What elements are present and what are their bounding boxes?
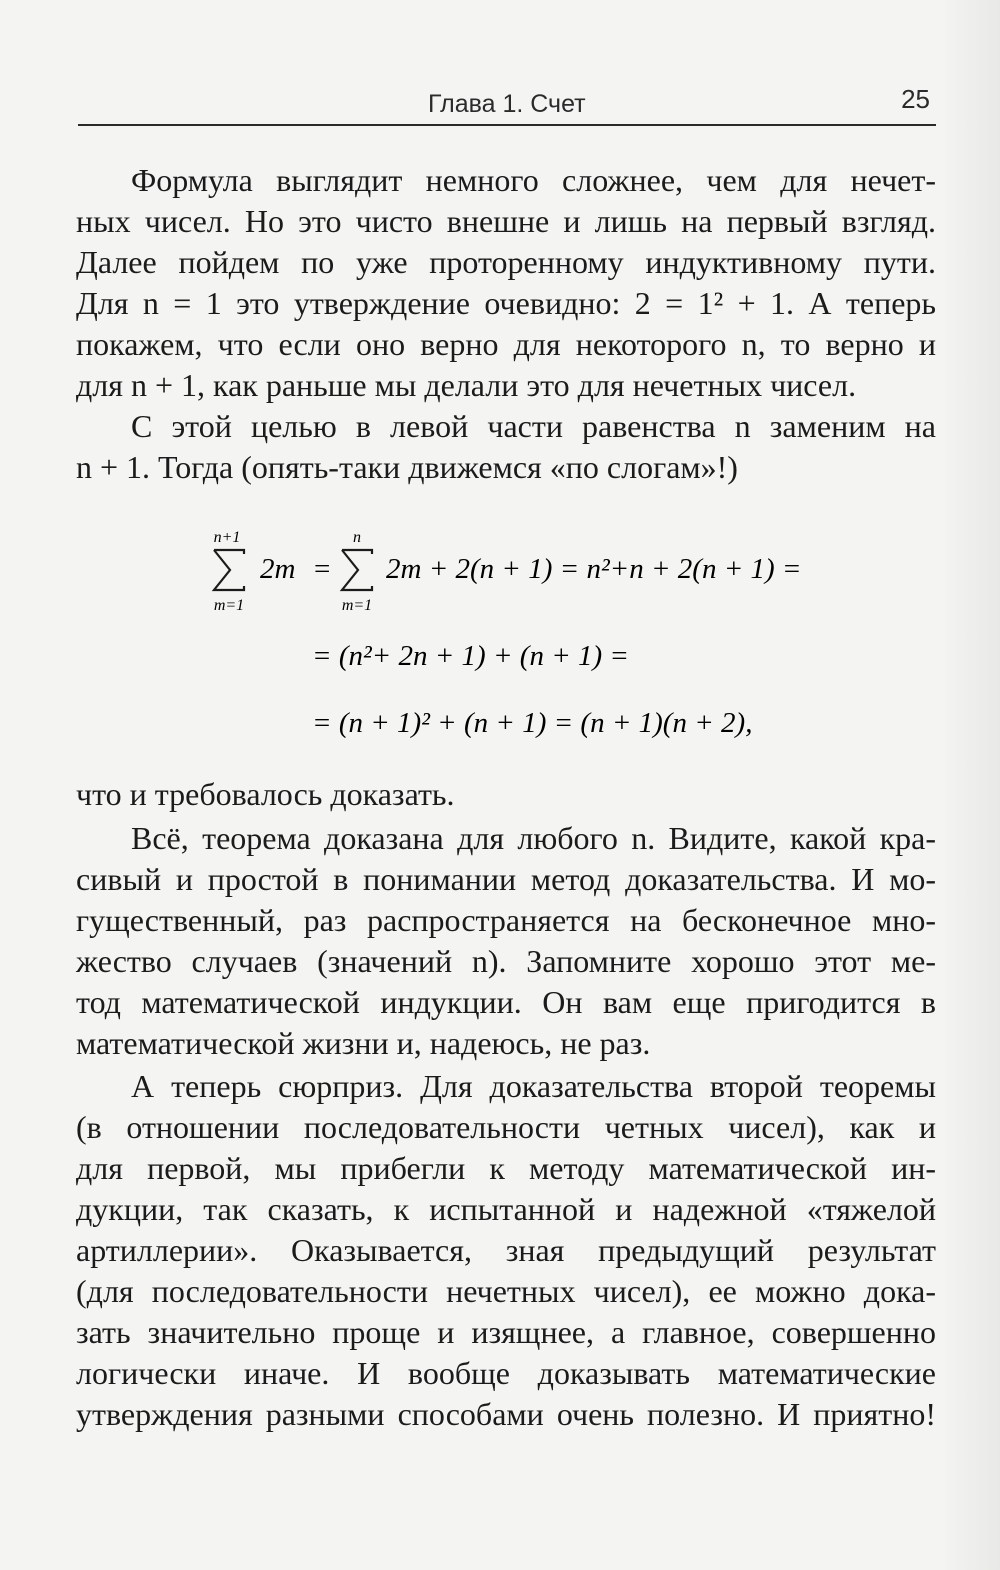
text-line: математической жизни и, надеюсь, не раз.: [76, 1025, 651, 1061]
text-line: Формула выглядит немного сложнее, чем для нечет-: [131, 162, 936, 198]
text-line: что и требовалось доказать.: [76, 776, 455, 812]
text-line: зать значительно проще и изящнее, а главное, совершенно: [76, 1314, 936, 1350]
formula-line-2: = (n²+ 2n + 1) + (n + 1) =: [312, 640, 629, 672]
text-line: дукции, так сказать, к испытанной и надежной «тяжелой: [76, 1191, 936, 1227]
sigma-symbol: [214, 550, 244, 590]
sum1-upper-limit: n+1: [213, 529, 241, 546]
text-line: для n + 1, как раньше мы делали это для нечетных чисел.: [76, 367, 857, 403]
text-line: А теперь сюрприз. Для доказательства второй теоремы: [131, 1068, 936, 1104]
sum2-lower-limit: m=1: [341, 597, 373, 614]
page-number: 25: [901, 84, 930, 114]
running-head: [78, 84, 936, 126]
text-line: ных чисел. Но это чисто внешне и лишь на первый взгляд.: [76, 203, 936, 239]
paragraph-4: [76, 818, 936, 1064]
text-line: гущественный, раз распространяется на бесконечное мно-: [76, 902, 936, 938]
formula-graphic: [200, 520, 820, 750]
chapter-title: Глава 1. Счет: [428, 90, 586, 118]
sum1-term: 2m: [260, 553, 296, 585]
text-line: артиллерии». Оказывается, зная предыдущий результат: [76, 1232, 936, 1268]
formula-line-1-rest: 2m + 2(n + 1) = n²+n + 2(n + 1) =: [386, 553, 802, 585]
text-line: Всё, теорема доказана для любого n. Видите, какой кра-: [131, 820, 936, 856]
paragraph-3: [76, 774, 936, 815]
math-formula: [200, 520, 820, 750]
text-line: логически иначе. И вообще доказывать математические: [76, 1355, 936, 1391]
text-line: для первой, мы прибегли к методу математической ин-: [76, 1150, 936, 1186]
paragraph-1: [76, 160, 936, 406]
sum1-lower-limit: m=1: [213, 597, 245, 614]
text-line: сивый и простой в понимании метод доказательства. И мо-: [76, 861, 936, 897]
text-line: покажем, что если оно верно для некоторого n, то верно и: [76, 326, 936, 362]
text-line: (в отношении последовательности четных чисел), как и: [76, 1109, 936, 1145]
text-line: Далее пойдем по уже проторенному индуктивному пути.: [76, 244, 936, 280]
scan-edge-shadow: [940, 0, 1000, 1570]
formula-line-3: = (n + 1)² + (n + 1) = (n + 1)(n + 2),: [312, 707, 753, 739]
text-line: С этой целью в левой части равенства n заменим на: [131, 408, 936, 444]
text-line: утверждения разными способами очень полезно. И приятно!: [76, 1396, 936, 1432]
sigma-symbol: [342, 550, 372, 590]
equals-sign: =: [314, 553, 331, 585]
paragraph-5: [76, 1066, 936, 1435]
text-line: n + 1. Тогда (опять-таки движемся «по слогам»!): [76, 449, 738, 485]
text-line: Для n = 1 это утверждение очевидно: 2 = 1² + 1. А теперь: [76, 285, 936, 321]
paragraph-2: [76, 406, 936, 488]
text-line: тод математической индукции. Он вам еще пригодится в: [76, 984, 936, 1020]
text-line: жество случаев (значений n). Запомните хорошо этот ме-: [76, 943, 936, 979]
text-line: (для последовательности нечетных чисел), ее можно дока-: [76, 1273, 936, 1309]
sum2-upper-limit: n: [353, 529, 361, 546]
